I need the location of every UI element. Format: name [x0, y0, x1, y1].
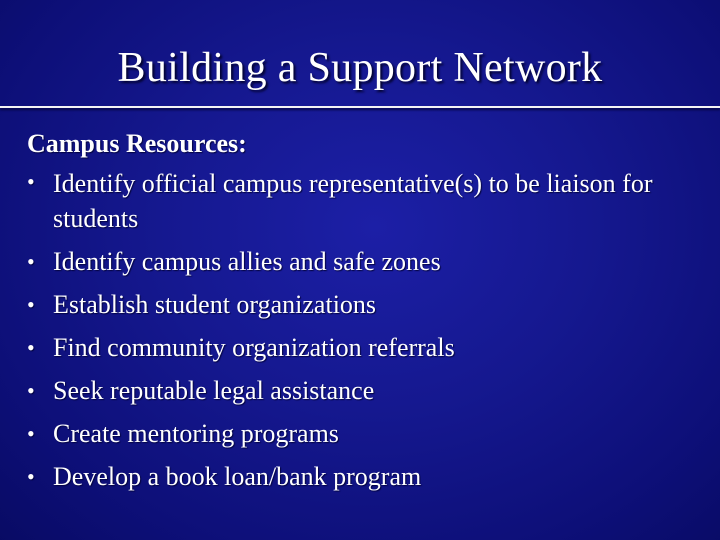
- bullet-text: Develop a book loan/bank program: [53, 462, 422, 491]
- bullet-icon: •: [27, 335, 35, 360]
- title-divider: [0, 106, 720, 108]
- bullet-icon: •: [27, 421, 35, 446]
- bullet-text: Find community organization referrals: [53, 333, 455, 362]
- bullet-icon: •: [27, 249, 35, 274]
- bullet-item: [27, 455, 697, 498]
- bullet-list: [27, 164, 697, 498]
- bullet-item: [27, 283, 697, 326]
- bullet-icon: •: [27, 464, 35, 489]
- bullet-item: [27, 412, 697, 455]
- section-heading: Campus Resources:: [27, 129, 247, 158]
- bullet-text: Create mentoring programs: [53, 419, 339, 448]
- bullet-icon: •: [27, 292, 35, 317]
- bullet-item: [27, 164, 697, 240]
- bullet-text: Establish student organizations: [53, 290, 377, 319]
- bullet-text: Seek reputable legal assistance: [53, 376, 375, 405]
- bullet-item: [27, 326, 697, 369]
- bullet-icon: •: [27, 169, 35, 194]
- bullet-item: [27, 369, 697, 412]
- bullet-item: [27, 240, 697, 283]
- bullet-text: Identify official campus representative(s) to be liaison for students: [53, 169, 653, 233]
- bullet-text: Identify campus allies and safe zones: [53, 247, 441, 276]
- slide-title: Building a Support Network: [117, 45, 603, 91]
- slide-body: [27, 124, 697, 498]
- bullet-icon: •: [27, 378, 35, 403]
